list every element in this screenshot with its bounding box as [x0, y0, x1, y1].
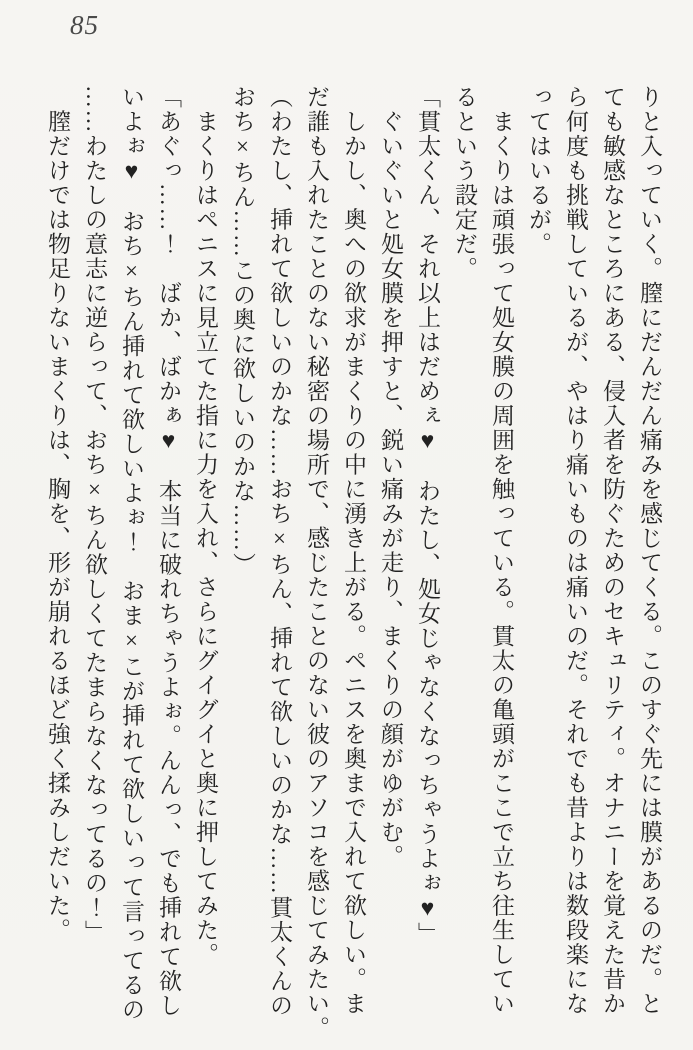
text-column: 「貫太くん、それ以上はだめぇ♥ わたし、処女じゃなくなっちゃうよぉ♥」 — [415, 85, 440, 947]
text-column: 「あぐっ……！ ばか、ばかぁ♥ 本当に破れちゃうよぉ。んんっ、でも挿れて欲し — [156, 85, 181, 1018]
text-column: りと入っていく。膣にだんだん痛みを感じてくる。このすぐ先には膜があるのだ。と — [637, 85, 662, 1016]
text-column: ……わたしの意志に逆らって、おち×ちん欲しくてたまらなくなってるの！」 — [82, 85, 107, 945]
text-column: ってはいるが。 — [526, 85, 551, 257]
text-column: いよぉ♥ おち×ちん挿れて欲しいよぉ！ おま×こが挿れて欲しいって言ってるの — [119, 85, 144, 1022]
page-number: 85 — [70, 10, 99, 40]
text-column: 膣だけでは物足りないまくりは、胸を、形が崩れるほど強く揉みしだいた。 — [45, 85, 70, 943]
text-column: まくりは頑張って処女膜の周囲を触っている。貫太の亀頭がここで立ち往生してい — [489, 85, 514, 1016]
text-column: まくりはペニスに見立てた指に力を入れ、さらにグイグイと奥に押してみた。 — [193, 85, 218, 967]
vertical-text-block — [39, 85, 668, 1041]
text-column: ても敏感なところにある、侵入者を防ぐためのセキュリティ。オナニーを覚えた昔か — [600, 85, 625, 1016]
text-column: だ誰も入れたことのない秘密の場所で、感じたことのない彼のアソコを感じてみたい。 — [304, 85, 329, 1041]
text-column: （わたし、挿れて欲しいのかな……おち×ちん、挿れて欲しいのかな……貫太くんの — [267, 85, 292, 1018]
text-column: ら何度も挑戦しているが、やはり痛いものは痛いのだ。それでも昔よりは数段楽にな — [563, 85, 588, 1016]
text-column: しかし、奥への欲求がまくりの中に湧き上がる。ペニスを奥まで入れて欲しい。ま — [341, 85, 366, 1016]
text-column: おち×ちん……この奥に欲しいのかな……） — [230, 85, 255, 577]
text-column: るという設定だ。 — [452, 85, 477, 281]
text-column: ぐいぐいと処女膜を押すと、鋭い痛みが走り、まくりの顔がゆがむ。 — [378, 85, 403, 869]
